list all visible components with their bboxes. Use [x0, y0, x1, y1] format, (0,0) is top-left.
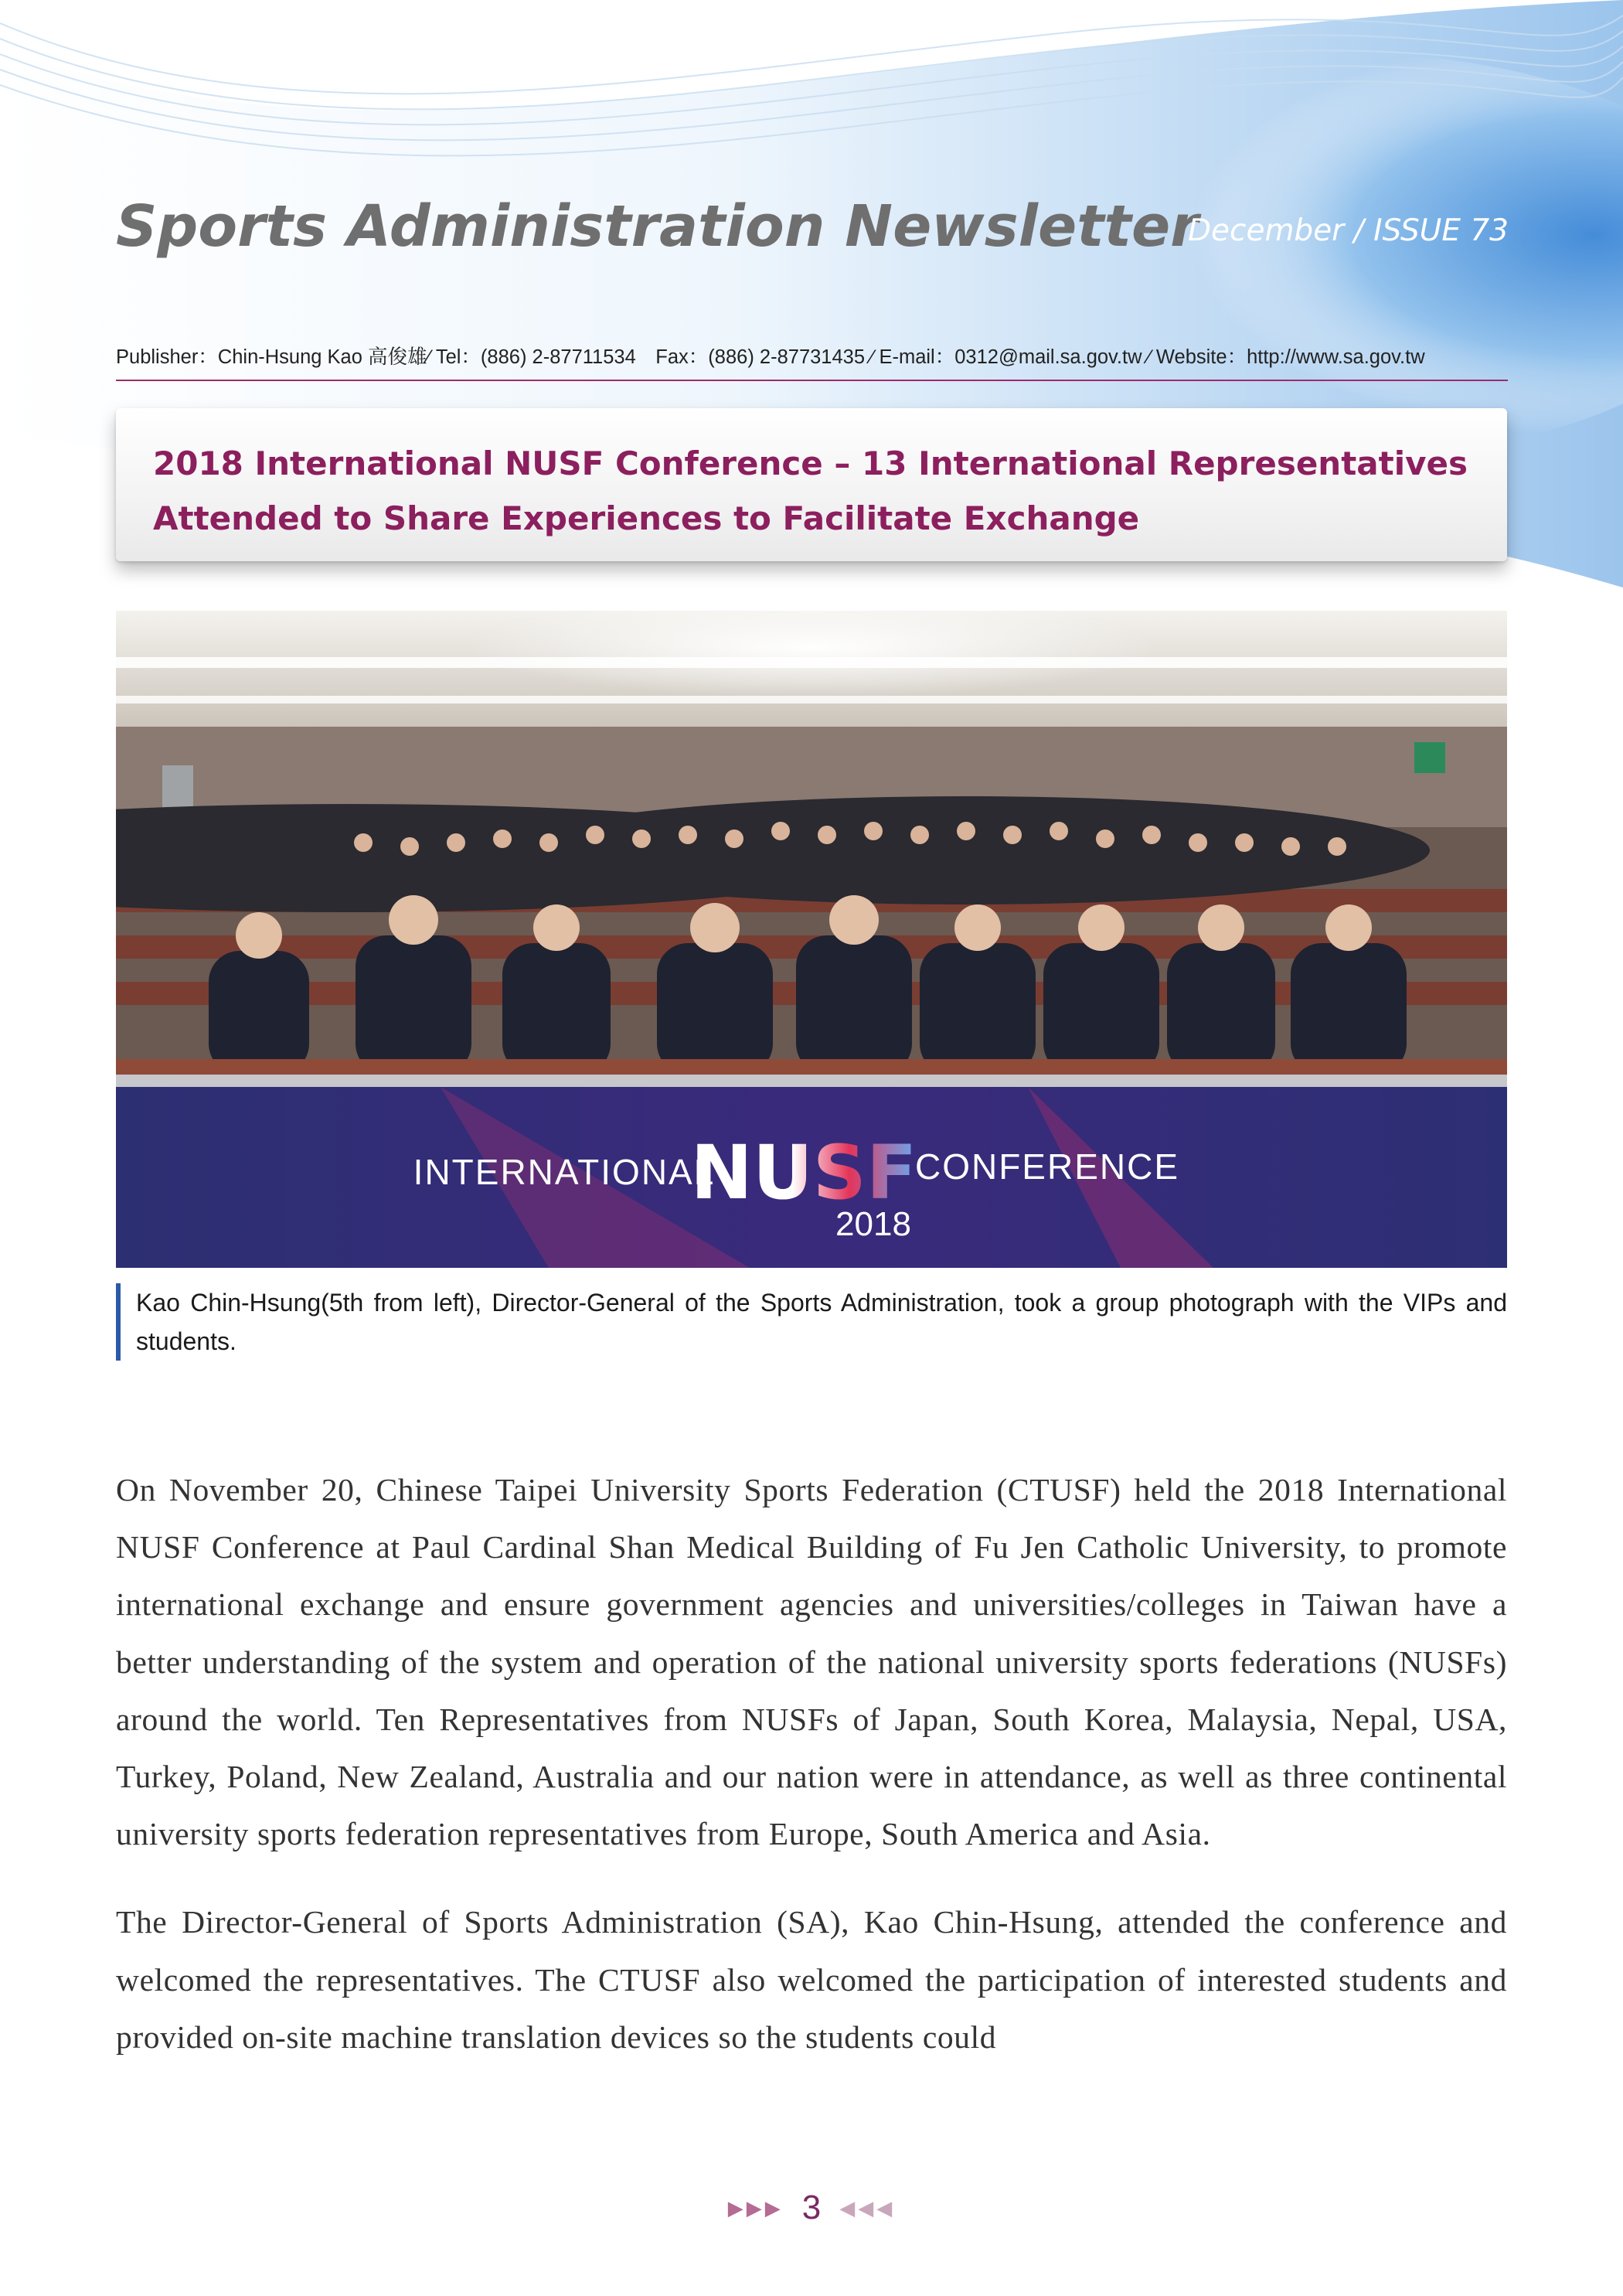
photo-caption-text: Kao Chin-Hsung(5th from left), Director-General of the Sports Administration, took a group photograph with the VIPs and students.: [136, 1289, 1507, 1355]
footer-arrows-right-icon: ◀◀◀: [839, 2196, 896, 2219]
banner-nusf-logo: NUSF: [690, 1129, 917, 1216]
banner-left-text: INTERNATIONAL: [413, 1152, 716, 1192]
newsletter-title: Sports Administration Newsletter: [116, 193, 1199, 260]
article-headline: 2018 International NUSF Conference – 13 International Representatives Attended to Share Experiences to Facilitate Exchange: [153, 445, 1468, 537]
headline-panel: [116, 408, 1507, 561]
issue-label: December ∕ ISSUE 73: [1187, 213, 1509, 248]
body-paragraph-2: The Director-General of Sports Administration (SA), Kao Chin-Hsung, attended the conference and welcomed the representatives. The CTUSF also welcomed the participation of interested students and provided on-site machine translation devices so the students could: [116, 1904, 1507, 2055]
article-body: [116, 1461, 1507, 2097]
page-footer: [0, 2185, 1623, 2231]
banner-right-text: CONFERENCE: [914, 1146, 1180, 1187]
group-photo: [116, 611, 1507, 1268]
banner-year-text: 2018: [835, 1205, 911, 1243]
publisher-info: Publisher：Chin-Hsung Kao 高俊雄∕ Tel：(886) 2-87711534 Fax：(886) 2-87731435 ∕ E-mail：0312@mail.sa.gov.tw ∕ Website：http://www.sa.gov.tw: [116, 346, 1425, 368]
body-paragraph-1: On November 20, Chinese Taipei University Sports Federation (CTUSF) held the 2018 International NUSF Conference at Paul Cardinal Shan Medical Building of Fu Jen Catholic University, to promote international exchange and ensure government agencies and universities/colleges in Taiwan have a better understanding of the system and operation of the national university sports federations (NUSFs) around the world. Ten Representatives from NUSFs of Japan, South Korea, Malaysia, Nepal, USA, Turkey, Poland, New Zealand, Australia and our nation were in attendance, as well as three continental university sports federation representatives from Europe, South America and Asia.: [116, 1472, 1507, 1852]
photo-caption: [116, 1283, 1507, 1361]
page-number: 3: [801, 2189, 822, 2226]
header-divider: [116, 380, 1508, 381]
footer-arrows-left-icon: ▶▶▶: [727, 2196, 784, 2219]
conference-photo-illustration: [116, 611, 1507, 1268]
